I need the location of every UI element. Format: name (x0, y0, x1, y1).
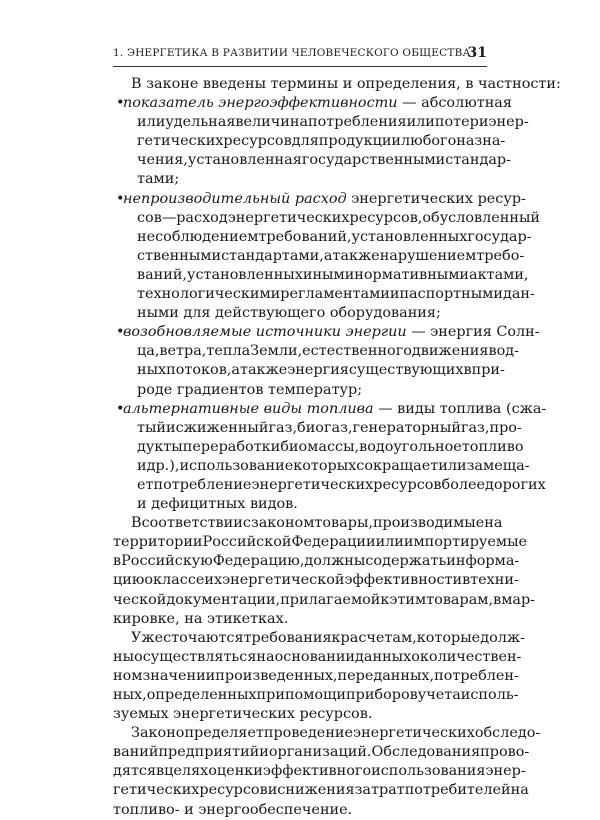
definition-line: гетических ресурсов для продукции любого назна- (137, 133, 506, 150)
definition-line: ных потоков, а также энергия существующих в при- (137, 362, 505, 379)
paragraph-energy-audits (113, 724, 541, 819)
definition-line: чения, установленная государственными стандар- (137, 152, 511, 169)
bullet-icon: • (116, 190, 125, 207)
definition-line: ными для действующего оборудования; (137, 305, 441, 322)
definition-first-line (113, 94, 512, 113)
paragraph-line: В соответствии с законом товары, производимые на (131, 515, 503, 532)
definition-first-line (113, 400, 547, 419)
paragraph-line: территории Российской Федерации или импортируемые (113, 534, 528, 551)
definition-line: и дефицитных видов. (137, 496, 298, 513)
paragraph-line: ваний предприятий и организаций. Обследования прово- (113, 744, 530, 761)
definition-text: — энергия Солн- (406, 324, 540, 341)
definition-line: ет потребление энергетических ресурсов более дорогих (137, 476, 546, 493)
paragraph-product-labeling (113, 514, 536, 629)
definition-item-energy-efficiency-indicator (113, 94, 529, 189)
definition-text: — абсолютная (397, 95, 512, 112)
definition-line: технологическими регламентами и паспортными дан- (137, 286, 535, 303)
definition-item-unproductive-consumption (113, 190, 541, 324)
definition-text: — виды топлива (сжа- (373, 400, 547, 417)
definition-line: или удельная величина потребления или потери энер- (137, 114, 529, 131)
definition-line: ваний, установленных иными нормативными актами, (137, 266, 529, 283)
definition-text: энергетических ресур- (346, 190, 526, 207)
paragraph-line: ном значении произведенных, переданных, потреблен- (113, 667, 519, 684)
definition-first-line (113, 190, 526, 209)
definition-item-renewable-sources (113, 323, 540, 399)
bullet-icon: • (116, 324, 125, 341)
paragraph-line: в Российскую Федерацию, должны содержать информа- (113, 553, 520, 570)
definition-line: дукты переработки биомассы, водоугольное топливо (137, 438, 524, 455)
paragraph-line: цию о классе их энергетической эффективности в техни- (113, 572, 519, 589)
paragraph-line: топливо- и энергообеспечение. (113, 801, 353, 818)
definition-term: показатель энергоэффективности (123, 95, 398, 112)
definition-line: несоблюдением требований, установленных государ- (137, 228, 532, 245)
definition-line: тами; (137, 171, 180, 188)
definition-line: тый и сжиженный газ, биогаз, генераторный газ, про- (137, 419, 522, 436)
definition-line: ственными стандартами, а также нарушением требо- (137, 247, 525, 264)
paragraph-line: дятся в целях оценки эффективного использования энер- (113, 763, 526, 780)
paragraph-line: гетических ресурсов и снижения затрат потребителей на (113, 782, 529, 799)
paragraph-line: ны осуществляться на основании данных о количествен- (113, 648, 522, 665)
paragraph-line: Ужесточаются требования к расчетам, которые долж- (131, 629, 525, 646)
bullet-icon: • (116, 95, 125, 112)
page-body (113, 75, 561, 820)
definition-item-alternative-fuels (113, 400, 547, 515)
definition-line: роде градиентов температур; (137, 381, 363, 398)
page-number: 31 (467, 45, 487, 61)
running-title: 1. ЭНЕРГЕТИКА В РАЗВИТИИ ЧЕЛОВЕЧЕСКОГО ОБЩЕСТВА (113, 47, 471, 59)
paragraph-metering-requirements (113, 629, 525, 724)
intro-line: В законе введены термины и определения, в частности: (131, 76, 561, 92)
definition-term: альтернативные виды топлива (123, 400, 374, 417)
paragraph-line: зуемых энергетических ресурсов. (113, 706, 373, 723)
paragraph-line: ных, определенных при помощи приборов учета исполь- (113, 687, 519, 703)
paragraph-line: Закон определяет проведение энергетических обследо- (131, 725, 541, 742)
definition-term: непроизводительный расход (123, 190, 347, 207)
paragraph-line: кировке, на этикетках. (113, 610, 289, 627)
running-header (113, 44, 487, 67)
definition-line: и др.), использование которых сокращает или замеща- (137, 457, 530, 474)
paragraph-line: ческой документации, прилагаемой к этим товарам, в мар- (113, 591, 536, 608)
definition-line: сов — расход энергетических ресурсов, обусловленный (137, 209, 541, 226)
definition-line: ца, ветра, тепла Земли, естественного движения вод- (137, 343, 519, 360)
definition-first-line (113, 323, 540, 342)
definition-term: возобновляемые источники энергии (123, 324, 407, 341)
bullet-icon: • (116, 400, 125, 417)
